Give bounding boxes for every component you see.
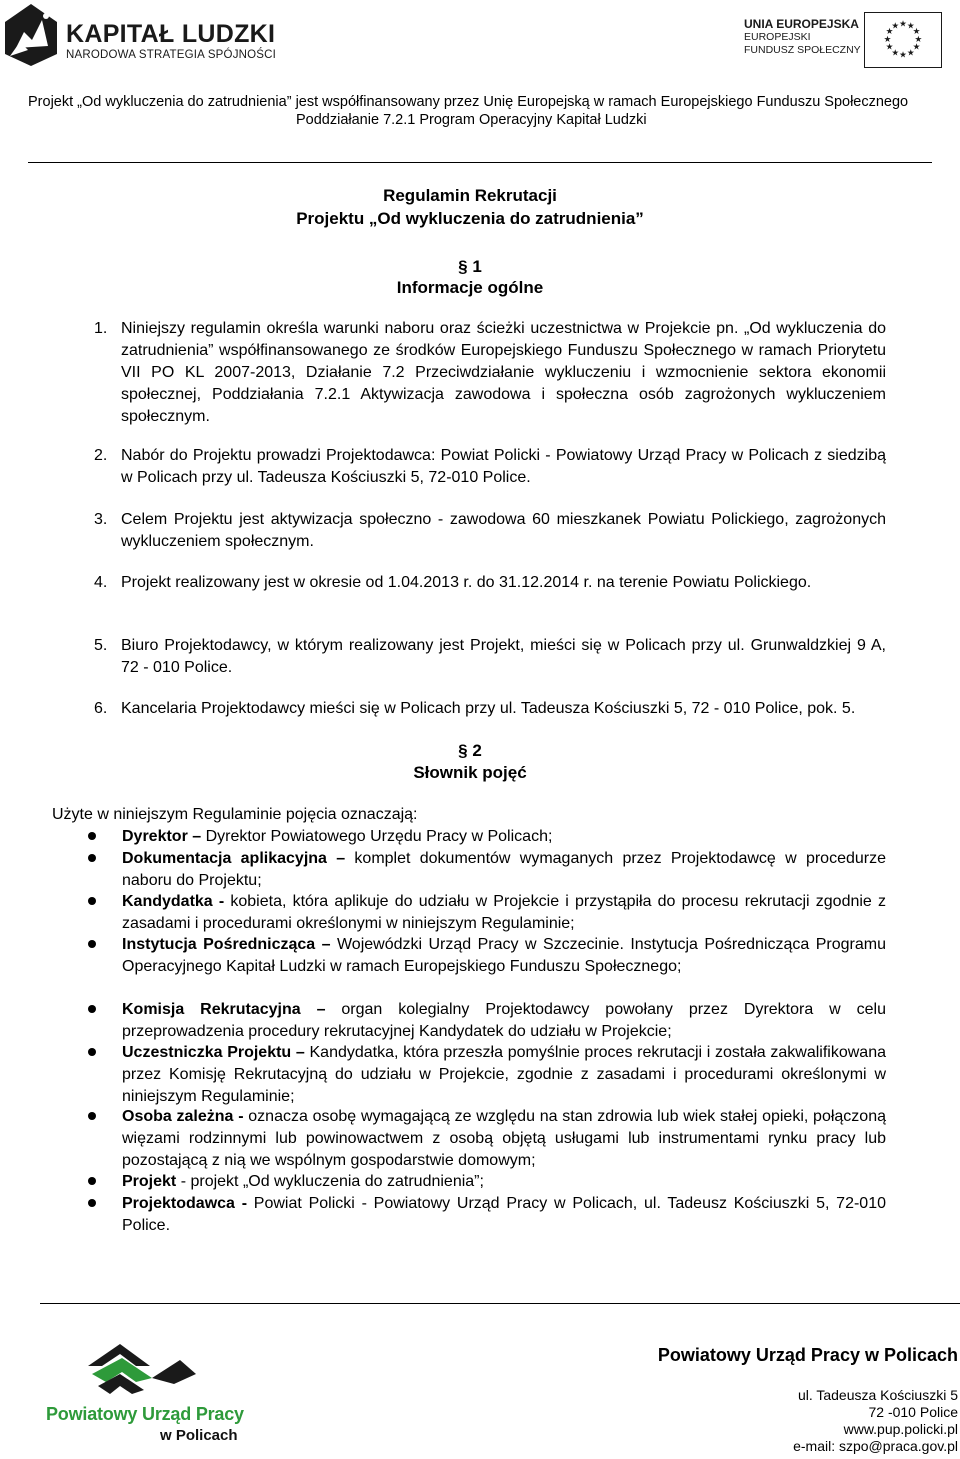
bullet-icon <box>88 1199 96 1207</box>
glossary-item <box>88 891 886 935</box>
glossary-term: Uczestniczka Projektu – <box>122 1044 305 1061</box>
list-item-number: 4. <box>94 574 108 591</box>
list-item <box>94 635 886 679</box>
pup-emblem-icon <box>40 1338 250 1404</box>
ue-line3: FUNDUSZ SPOŁECZNY <box>744 44 861 56</box>
ue-line2: EUROPEJSKI <box>744 31 811 43</box>
glossary-term: Projektodawca - <box>122 1195 248 1212</box>
svg-text:★: ★ <box>906 21 915 32</box>
bullet-icon <box>88 1048 96 1056</box>
list-item-text: Kancelaria Projektodawcy mieści się w Policach przy ul. Tadeusza Kościuszki 5, 72 - 010 Police, pok. 5. <box>121 700 856 717</box>
svg-text:★: ★ <box>885 27 894 38</box>
pup-logo <box>40 1338 250 1448</box>
glossary-item <box>88 848 886 892</box>
footer-email-link[interactable]: e-mail: szpo@praca.gov.pl <box>793 1438 958 1454</box>
svg-text:★: ★ <box>912 27 921 38</box>
glossary-item <box>88 826 886 848</box>
kapital-ludzki-logo <box>2 2 277 72</box>
glossary-term: Projekt <box>122 1173 177 1190</box>
list-item-text: Niniejszy regulamin określa warunki naboru oraz ścieżki uczestnictwa w Projekcie pn. „Od wykluczenia do zatrudnienia” współfinansowanego ze środków Europejskiego Funduszu Społecznego w ramach Priorytetu VII PO KL 2007-2013, Działanie 7.2 Przeciwdziałanie wykluczeniu i wzmocnienie sektora ekonomii społecznej, Poddziałania 7.2.1 Aktywizacja zawodowa i społeczna osób zagrożonych wykluczeniem społecznym. <box>121 320 886 425</box>
list-item-text: Nabór do Projektu prowadzi Projektodawca: Powiat Policki - Powiatowy Urząd Pracy w Policach z siedzibą w Policach przy ul. Tadeusza Kościuszki 5, 72-010 Police. <box>121 447 886 486</box>
footer-website-link[interactable]: www.pup.policki.pl <box>843 1421 958 1437</box>
list-item-text: Projekt realizowany jest w okresie od 1.04.2013 r. do 31.12.2014 r. na terenie Powiatu Polickiego. <box>121 574 812 591</box>
bullet-icon <box>88 1005 96 1013</box>
ue-line1: UNIA EUROPEJSKA <box>744 17 859 31</box>
kapital-ludzki-subtitle: NARODOWA STRATEGIA SPÓJNOŚCI <box>66 49 277 61</box>
section-2-symbol: § 2 <box>458 741 482 760</box>
list-item <box>94 445 886 489</box>
document-title: Regulamin Rekrutacji <box>383 186 557 205</box>
bullet-icon <box>88 832 96 840</box>
glossary-term: Kandydatka - <box>122 893 225 910</box>
glossary-definition: oznacza osobę wymagającą ze względu na stan zdrowia lub wiek stałej opieki, połączoną więzami rodzinnymi lub powinowactwem z osobą objętą usługami lub instrumentami rynku pracy lub pozostającą z nią we wspólnym gospodarstwie domowym; <box>122 1108 887 1169</box>
glossary-term: Dyrektor – <box>122 828 202 845</box>
svg-text:★: ★ <box>891 48 900 59</box>
svg-text:★: ★ <box>912 42 921 53</box>
glossary-definition: organ kolegialny Projektodawcy powołany przez Dyrektora w celu przeprowadzenia procedury rekrutacyjnej Kandydatek do udziału w Projekcie; <box>122 1001 886 1040</box>
footer-organization: Powiatowy Urząd Pracy w Policach <box>657 1345 958 1365</box>
glossary-item <box>88 1106 886 1172</box>
list-item-number: 5. <box>94 637 108 654</box>
bullet-icon <box>88 897 96 905</box>
pup-logo-city: w Policach <box>160 1427 238 1444</box>
glossary-term: Komisja Rekrutacyjna – <box>122 1001 326 1018</box>
glossary-item <box>88 934 886 978</box>
glossary-item <box>88 1042 886 1108</box>
section-2-title: Słownik pojęć <box>413 763 527 782</box>
glossary-term: Dokumentacja aplikacyjna – <box>122 850 346 867</box>
header-project-line: Projekt „Od wykluczenia do zatrudnienia” jest współfinansowany przez Unię Europejską w ramach Europejskiego Funduszu Społecznego <box>28 94 909 110</box>
kapital-ludzki-emblem-icon <box>2 2 60 68</box>
list-item-number: 2. <box>94 447 108 464</box>
bullet-icon <box>88 1177 96 1185</box>
glossary-term: Instytucja Pośrednicząca – <box>122 936 331 953</box>
list-item <box>94 572 886 594</box>
glossary-definition: kobieta, która aplikuje do udziału w Projekcie i przystąpiła do procesu rekrutacji zgodnie z zasadami i procedurami określonymi w niniejszym Regulaminie; <box>122 893 887 932</box>
header-program-line: Poddziałanie 7.2.1 Program Operacyjny Kapitał Ludzki <box>296 112 647 128</box>
bullet-icon <box>88 854 96 862</box>
bullet-icon <box>88 940 96 948</box>
eu-flag-icon <box>864 12 942 68</box>
list-item-number: 1. <box>94 320 108 337</box>
ue-text <box>744 18 861 57</box>
kapital-ludzki-title: KAPITAŁ LUDZKI <box>66 20 276 48</box>
list-item <box>94 698 886 720</box>
list-item-number: 3. <box>94 511 108 528</box>
bullet-icon <box>88 1112 96 1120</box>
section-1-title: Informacje ogólne <box>396 278 544 297</box>
pup-logo-name: Powiatowy Urząd Pracy <box>46 1404 244 1424</box>
glossary-term: Osoba zależna - <box>122 1108 244 1125</box>
svg-text:★: ★ <box>885 42 894 53</box>
document-subtitle: Projektu „Od wykluczenia do zatrudnienia” <box>296 209 644 228</box>
glossary-definition: - projekt „Od wykluczenia do zatrudnienia”; <box>176 1173 484 1190</box>
list-item-text: Biuro Projektodawcy, w którym realizowany jest Projekt, mieści się w Policach przy ul. Grunwaldzkiej 9 A, 72 - 010 Police. <box>121 637 886 676</box>
svg-text:★: ★ <box>891 21 900 32</box>
glossary-definition: Dyrektor Powiatowego Urzędu Pracy w Policach; <box>201 828 553 845</box>
glossary-item <box>88 999 886 1043</box>
glossary-intro: Użyte w niniejszym Regulaminie pojęcia oznaczają: <box>52 806 418 823</box>
section-1-symbol: § 1 <box>458 257 482 276</box>
footer-divider <box>40 1303 960 1304</box>
list-item-text: Celem Projektu jest aktywizacja społeczno - zawodowa 60 mieszkanek Powiatu Polickiego, zagrożonych wykluczeniem społecznym. <box>121 511 886 550</box>
glossary-definition: komplet dokumentów wymaganych przez Projektodawcę w procedurze naboru do Projektu; <box>122 850 887 889</box>
glossary-item <box>88 1171 886 1193</box>
footer-street: ul. Tadeusza Kościuszki 5 <box>797 1387 958 1403</box>
svg-text:★: ★ <box>899 19 907 30</box>
list-item-number: 6. <box>94 700 108 717</box>
list-item <box>94 509 886 553</box>
footer-city: 72 -010 Police <box>868 1404 958 1420</box>
glossary-definition: Wojewódzki Urząd Pracy w Szczecinie. Instytucja Pośrednicząca Programu Operacyjnego Kapitał Ludzki w ramach Europejskiego Funduszu Społecznego; <box>122 936 886 975</box>
glossary-item <box>88 1193 886 1237</box>
svg-text:★: ★ <box>914 34 923 45</box>
glossary-definition: Powiat Policki - Powiatowy Urząd Pracy w Policach, ul. Tadeusz Kościuszki 5, 72-010 Police. <box>122 1195 887 1234</box>
header-divider <box>28 162 932 163</box>
svg-text:★: ★ <box>899 50 907 61</box>
svg-text:★: ★ <box>906 48 915 59</box>
svg-text:★: ★ <box>883 34 892 45</box>
glossary-definition: Kandydatka, która przeszła pomyślnie proces rekrutacji i została zakwalifikowana przez Komisję Rekrutacyjną do udziału w Projekcie, zgodnie z zasadami i procedurami określonymi w niniejszym Regulaminie; <box>122 1044 887 1105</box>
ue-efs-logo <box>744 12 944 72</box>
list-item <box>94 318 886 428</box>
footer-address <box>793 1387 958 1455</box>
